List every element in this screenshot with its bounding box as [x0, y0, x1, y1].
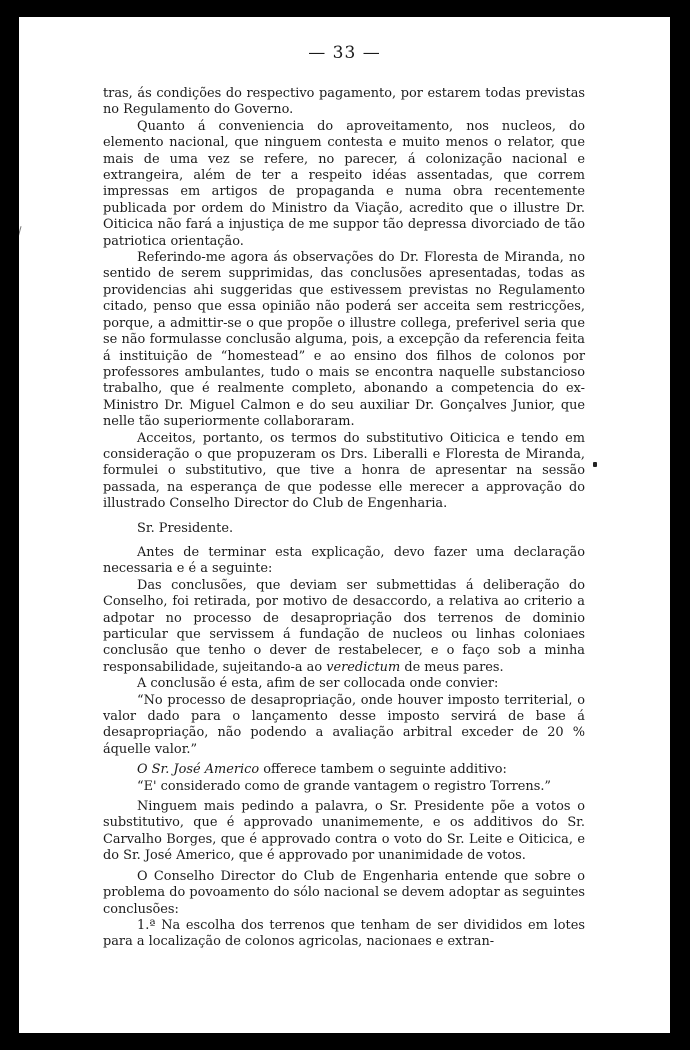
paragraph-address: Sr. Presidente. — [137, 520, 234, 536]
document-page — [19, 17, 670, 1033]
meus-pares-text: de meus pares. — [404, 659, 504, 675]
paragraph-conclusao-intro: A conclusão é esta, afim de ser collocada onde convier: — [137, 676, 499, 692]
paragraph-conclusion-1: 1.ª Na escolha dos terrenos que tenham de ser divididos em lotes para a localização de colonos agricolas, nacionaes e extran- — [103, 917, 585, 950]
print-speck — [593, 462, 597, 467]
paragraph-conveniencia: Quanto á conveniencia do aproveitamento, nos nucleos, do elemento nacional, que ninguem contesta e muito menos o relator, que mais de uma vez se refere, no parecer, á colonização nacional e extrangeira, além de ter a respeito idéas assentadas, que correm impressas em artigos de propaganda e numa obra recentemente publicada por ordem do Ministro da Viação, acredito que o illustre Dr. Oiticica não fará a injustiça de me suppor tão depressa divorciado de tão patriotica orientação. — [103, 118, 585, 249]
additivo-text: offerece tambem o seguinte additivo: — [263, 762, 507, 778]
paragraph-conclusoes — [103, 578, 585, 676]
paragraph-continuation: tras, ás condições do respectivo pagamento, por estarem todas previstas no Regulamento do Governo. — [103, 86, 585, 118]
paragraph-observacoes: Referindo-me agora ás observações do Dr. Floresta de Miranda, no sentido de serem supprimidas, das conclusões apresentadas, todas as providencias ahi suggeridas que estivessem previstas no Regulamento citado, penso que essa opinião não poderá ser acceita sem restricções, porque, a admittir-se o que propõe o illustre collega, preferivel seria que se não formulasse conclusão alguma, pois, a excepção da referencia feita á instituição de “homestead” e ao ensino dos filhos de colonos por professores ambulantes, tudo o mais se encontra naquelle substancioso trabalho, que é realmente completo, abonando a competencia do ex-Ministro Dr. Miguel Calmon e do seu auxiliar Dr. Gonçalves Junior, que nelle tão superiormente collaboraram. — [103, 250, 585, 430]
paragraph-declaracao: Antes de terminar esta explicação, devo fazer uma declaração necessaria e é a seguinte: — [103, 544, 585, 577]
paragraph-conselho: O Conselho Director do Club de Engenharia entende que sobre o problema do povoamento do sólo nacional se devem adoptar as seguintes conclusões: — [103, 868, 585, 917]
veredictum-italic: veredictum — [326, 659, 401, 675]
body-text — [103, 86, 585, 951]
paragraph-quote-torrens: “E' considerado como de grande vantagem o registro Torrens.” — [137, 778, 552, 794]
page-number: — 33 — — [308, 43, 381, 63]
conclusoes-text: Das conclusões, que deviam ser submettidas á deliberação do Conselho, foi retirada, por motivo de desaccordo, a relativa ao criterio a adpotar no processo de desapropriação dos terrenos de dominio particular que servissem á fundação de nucleos ou linhas coloniaes conclusão que tenho o dever de restabelecer, e o faço sob a minha responsabilidade, sujeitando-a ao — [103, 577, 585, 675]
margin-mark — [19, 226, 22, 238]
paragraph-quote-desapropriacao: “No processo de desapropriação, onde houver imposto territerial, o valor dado para o lançamento desse imposto servirá de base á desapropriação, não podendo a avaliação arbitral exceder de 20 % áquelle valor.” — [103, 692, 585, 757]
paragraph-acceitos: Acceitos, portanto, os termos do substitutivo Oiticica e tendo em consideração o que propuzeram os Drs. Liberalli e Floresta de Miranda, formulei o substitutivo, que tive a honra de apresentar na sessão passada, na esperança de que podesse elle merecer a approvação do illustrado Conselho Director do Club de Engenharia. — [103, 430, 585, 512]
paragraph-additivo — [103, 762, 585, 778]
speaker-italic: O Sr. José Americo — [137, 762, 260, 778]
paragraph-votacao: Ninguem mais pedindo a palavra, o Sr. Presidente põe a votos o substitutivo, que é approvado unanimemente, e os additivos do Sr. Carvalho Borges, que é approvado contra o voto do Sr. Leite e Oiticica, e do Sr. José Americo, que é approvado por unanimidade de votos. — [103, 799, 585, 864]
